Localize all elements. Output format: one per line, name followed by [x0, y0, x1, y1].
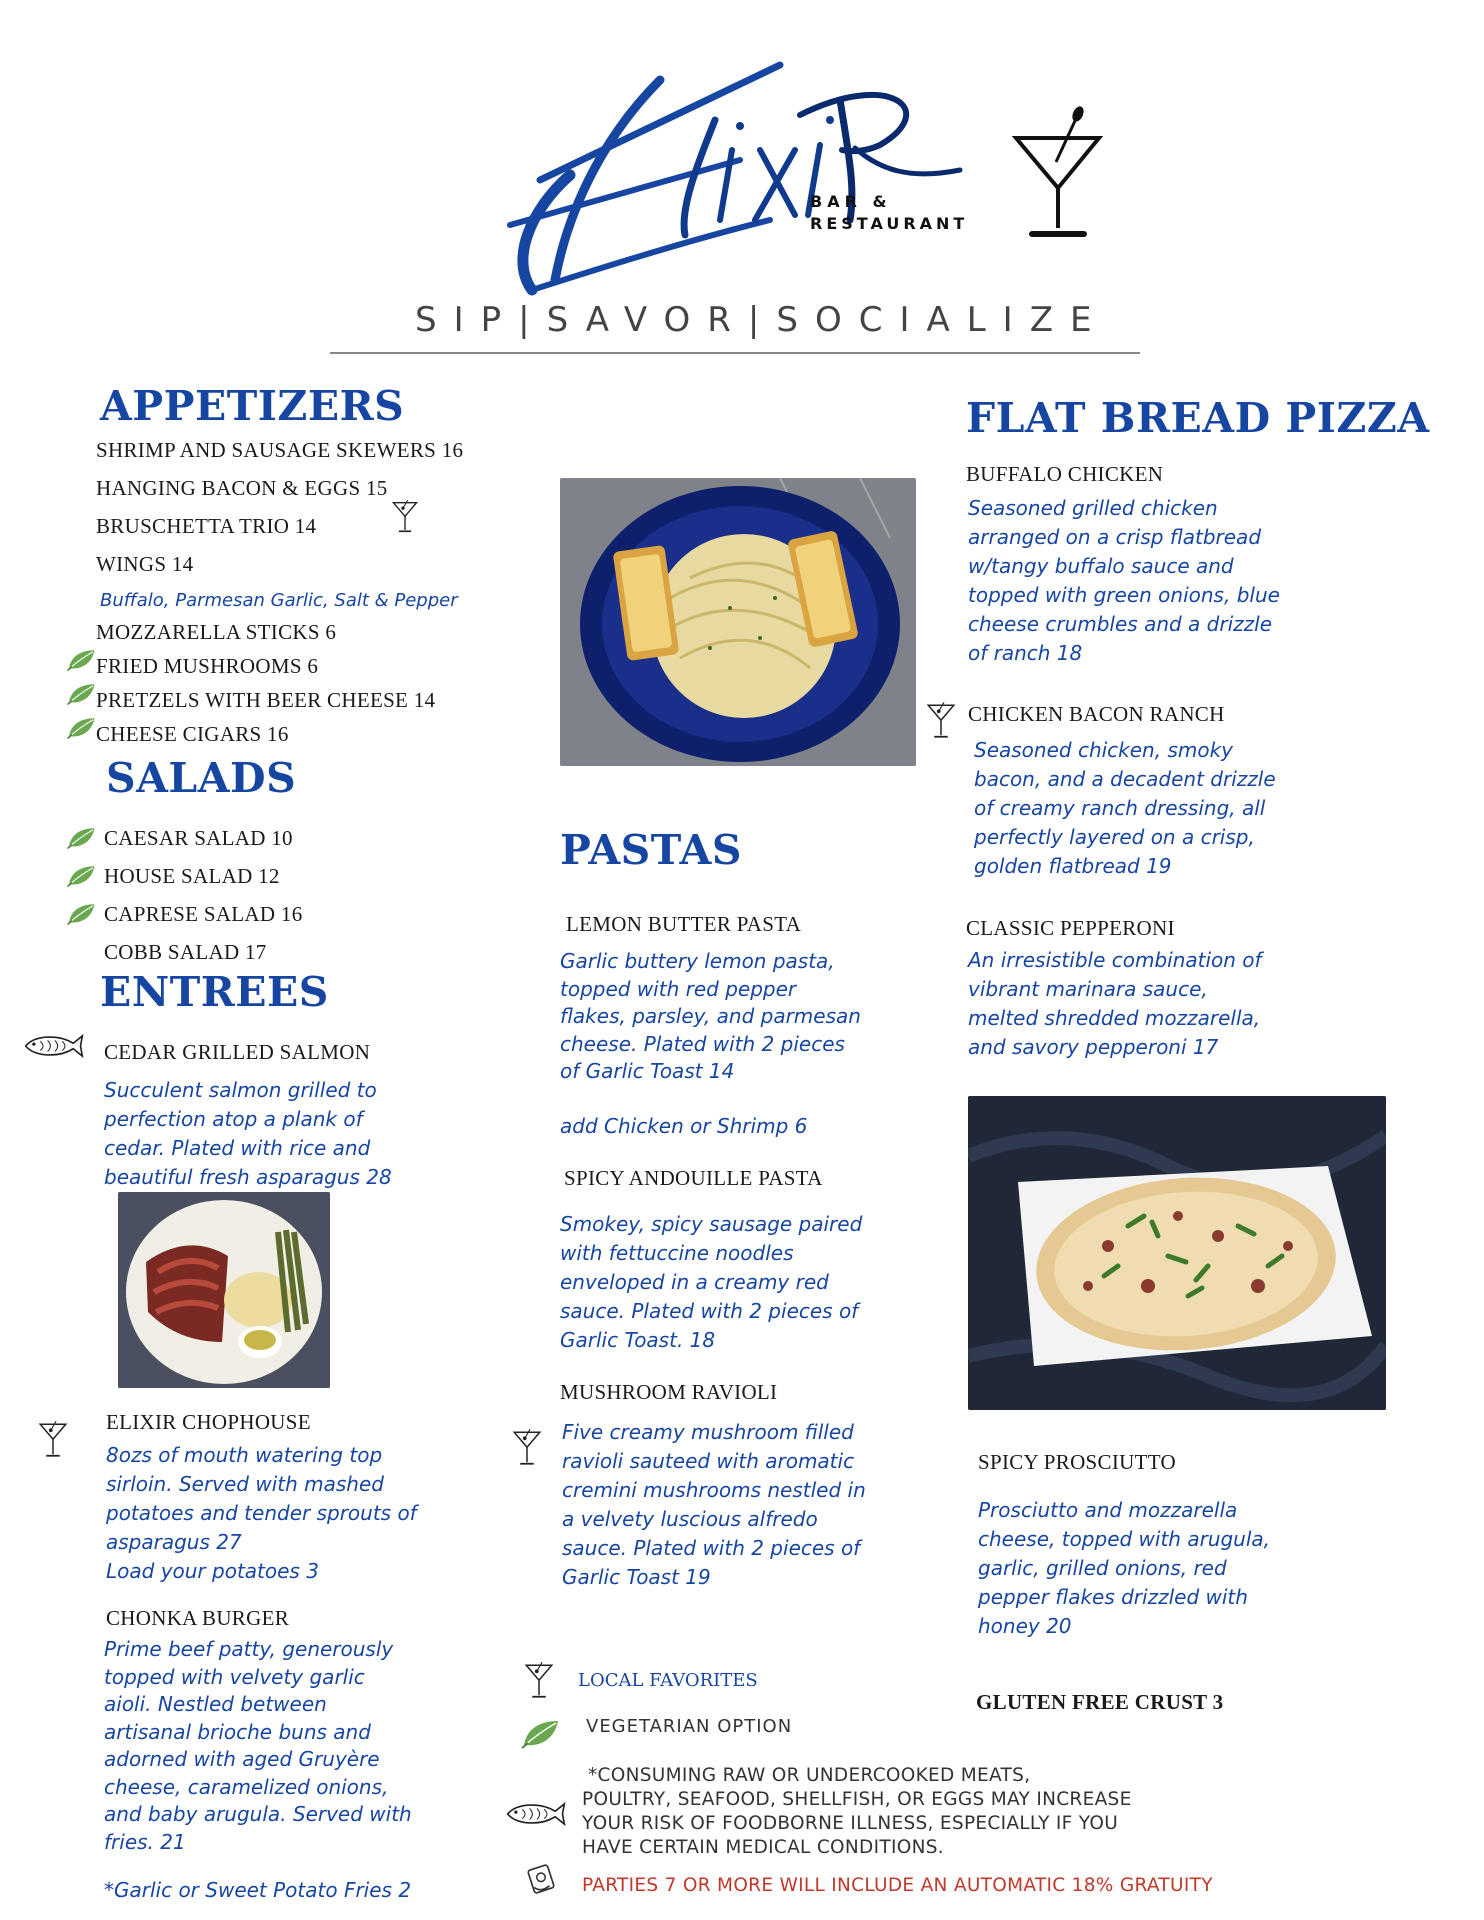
salmon-name: CEDAR GRILLED SALMON: [104, 1040, 371, 1064]
fish-icon: [504, 1800, 568, 1828]
menu-item: COBB SALAD 17: [104, 940, 267, 964]
pastas-heading: PASTAS: [560, 826, 742, 874]
menu-item: FRIED MUSHROOMS 6: [96, 654, 319, 678]
tagline: SIP|SAVOR|SOCIALIZE: [415, 300, 1109, 340]
legend-veg: VEGETARIAN OPTION: [586, 1716, 793, 1737]
menu-item: HOUSE SALAD 12: [104, 864, 280, 888]
pizza-heading: FLAT BREAD PIZZA: [966, 394, 1430, 442]
lemon-pasta-name: LEMON BUTTER PASTA: [566, 912, 802, 936]
header-divider: [330, 352, 1140, 354]
buffalo-desc: Seasoned grilled chicken arranged on a crisp flatbread w/tangy buffalo sauce and topped with green onions, blue cheese crumbles and a drizzle of ranch 18: [968, 496, 1280, 665]
menu-item: BRUSCHETTA TRIO 14: [96, 514, 317, 538]
logo-subtitle-2: RESTAURANT: [810, 214, 969, 233]
appetizers-heading: APPETIZERS: [100, 382, 405, 430]
prosciutto-desc: Prosciutto and mozzarella cheese, topped with arugula, garlic, grilled onions, red pepper flakes drizzled with honey 20: [978, 1498, 1271, 1638]
cbr-name: CHICKEN BACON RANCH: [968, 702, 1225, 726]
menu-item: CHEESE CIGARS 16: [96, 722, 289, 746]
logo-martini-icon: [1010, 100, 1105, 240]
pepperoni-desc: An irresistible combination of vibrant marinara sauce, melted shredded mozzarella, and savory pepperoni 17: [968, 948, 1262, 1059]
leaf-icon: [66, 716, 96, 740]
cbr-desc: Seasoned chicken, smoky bacon, and a decadent drizzle of creamy ranch dressing, all perfectly layered on a crisp, golden flatbread 19: [974, 738, 1276, 878]
entrees-heading: ENTREES: [100, 968, 329, 1016]
salads-heading: SALADS: [106, 754, 297, 802]
wings-note: Buffalo, Parmesan Garlic, Salt & Pepper: [100, 590, 458, 611]
pepperoni-name: CLASSIC PEPPERONI: [966, 916, 1175, 940]
chophouse-desc: 8ozs of mouth watering top sirloin. Served with mashed potatoes and tender sprouts of asparagus 27 Load your potatoes 3: [106, 1443, 417, 1583]
leaf-icon: [66, 902, 96, 926]
legend-local: LOCAL FAVORITES: [578, 1670, 758, 1691]
pasta-photo: [560, 478, 916, 766]
leaf-icon: [520, 1718, 560, 1750]
martini-icon: [390, 500, 420, 534]
menu-item: SHRIMP AND SAUSAGE SKEWERS 16: [96, 438, 464, 462]
leaf-icon: [66, 682, 96, 706]
burger-desc: Prime beef patty, generously topped with velvety garlic aioli. Nestled between artisanal brioche buns and adorned with aged Gruyère cheese, caramelized onions, and baby arugula. Served with fries. 21: [104, 1637, 412, 1854]
leaf-icon: [66, 826, 96, 850]
leaf-icon: [66, 648, 96, 672]
gratuity-note: PARTIES 7 OR MORE WILL INCLUDE AN AUTOMATIC 18% GRATUITY: [582, 1875, 1213, 1896]
menu-item: PRETZELS WITH BEER CHEESE 14: [96, 688, 436, 712]
steak-photo: [118, 1192, 330, 1388]
lemon-pasta-addon: add Chicken or Shrimp 6: [560, 1114, 808, 1138]
burger-name: CHONKA BURGER: [106, 1606, 290, 1630]
menu-item: CAPRESE SALAD 16: [104, 902, 303, 926]
lemon-pasta-desc: Garlic buttery lemon pasta, topped with red pepper flakes, parsley, and parmesan cheese. Plated with 2 pieces of Garlic Toast 14: [560, 949, 861, 1083]
andouille-pasta-name: SPICY ANDOUILLE PASTA: [564, 1166, 823, 1190]
ravioli-desc: Five creamy mushroom filled ravioli sauteed with aromatic cremini mushrooms nestled in a velvety luscious alfredo sauce. Plated with 2 pieces of Garlic Toast 19: [562, 1420, 866, 1589]
logo-subtitle-1: BAR &: [810, 192, 892, 211]
martini-icon: [524, 1660, 554, 1702]
salmon-desc: Succulent salmon grilled to perfection atop a plank of cedar. Plated with rice and beautiful fresh asparagus 28: [104, 1078, 392, 1189]
leaf-icon: [66, 864, 96, 888]
fries-note: *Garlic or Sweet Potato Fries 2: [104, 1878, 412, 1902]
prosciutto-name: SPICY PROSCIUTTO: [978, 1450, 1176, 1474]
tip-icon: [524, 1862, 558, 1896]
ravioli-name: MUSHROOM RAVIOLI: [560, 1380, 778, 1404]
menu-item: HANGING BACON & EGGS 15: [96, 476, 388, 500]
martini-icon: [512, 1428, 542, 1468]
menu-item: CAESAR SALAD 10: [104, 826, 293, 850]
pizza-photo: [968, 1096, 1386, 1410]
menu-item: MOZZARELLA STICKS 6: [96, 620, 337, 644]
menu-item: WINGS 14: [96, 552, 194, 576]
buffalo-name: BUFFALO CHICKEN: [966, 462, 1164, 486]
martini-icon: [926, 700, 956, 742]
chophouse-name: ELIXIR CHOPHOUSE: [106, 1410, 311, 1434]
consuming-warning: *CONSUMING RAW OR UNDERCOOKED MEATS, POULTRY, SEAFOOD, SHELLFISH, OR EGGS MAY INCREASE YOUR RISK OF FOODBORNE ILLNESS, ESPECIALLY IF YOU HAVE CERTAIN MEDICAL CONDITIONS.: [582, 1765, 1132, 1858]
fish-icon: [22, 1032, 86, 1060]
martini-icon: [38, 1420, 68, 1460]
gluten-free-note: GLUTEN FREE CRUST 3: [976, 1690, 1224, 1714]
andouille-pasta-desc: Smokey, spicy sausage paired with fettuccine noodles enveloped in a creamy red sauce. Plated with 2 pieces of Garlic Toast. 18: [560, 1212, 863, 1352]
